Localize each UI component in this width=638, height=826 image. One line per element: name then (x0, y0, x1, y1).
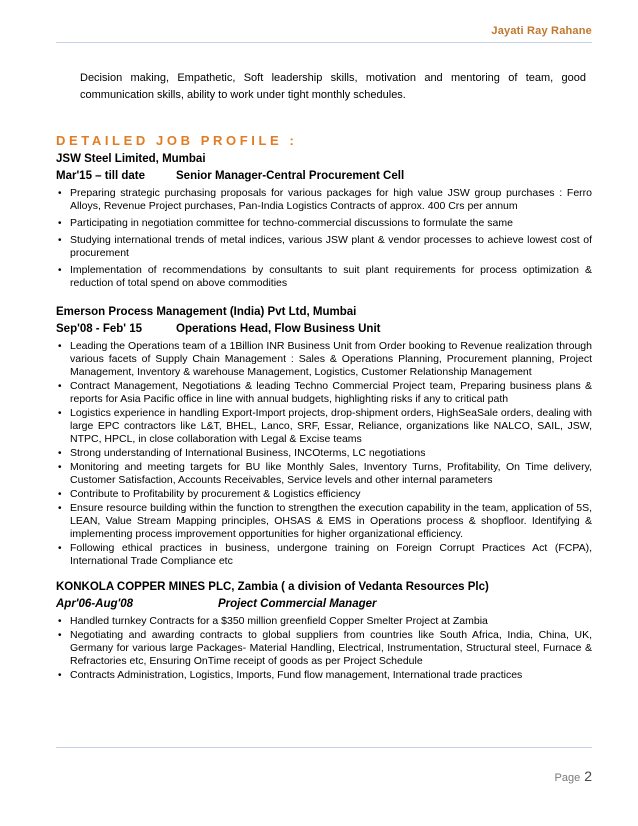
list-item: • Handled turnkey Contracts for a $350 million greenfield Copper Smelter Project at Zambia (56, 615, 592, 628)
company-name: KONKOLA COPPER MINES PLC, Zambia ( a division of Vedanta Resources Plc) (56, 581, 489, 593)
job-role: Senior Manager-Central Procurement Cell (176, 170, 405, 182)
job-role: Project Commercial Manager (218, 598, 377, 610)
company-name: JSW Steel Limited, Mumbai (56, 153, 206, 165)
list-item: • Preparing strategic purchasing proposals for various packages for high value JSW group purchases : Ferro Alloys, Revenue Project purchases, Pan-India Logistics Contracts of approx. 400 Crs per annum (56, 187, 592, 213)
job-profile (56, 151, 592, 683)
company-name: Emerson Process Management (India) Pvt Ltd, Mumbai (56, 306, 357, 318)
header-divider (56, 42, 592, 43)
page-label: Page (554, 772, 581, 784)
bullet-list (56, 187, 592, 290)
page-footer (555, 768, 593, 784)
list-item: • Contribute to Profitability by procurement & Logistics efficiency (56, 488, 592, 501)
job-period: Mar'15 – till date (56, 170, 146, 182)
intro-paragraph: Decision making, Empathetic, Soft leadership skills, motivation and mentoring of team, good communication skills, ability to work under tight monthly schedules. (80, 72, 586, 101)
job-period: Sep'08 - Feb' 15 (56, 323, 143, 335)
list-item: • Leading the Operations team of a 1Billion INR Business Unit from Order booking to Revenue realization through various facets of Supply Chain Management : Sales & Operations Planning, Procurement planning, Project Management, Inventory & warehouse Management, Logistics, Customer Relationship Management (56, 340, 592, 379)
job-role: Operations Head, Flow Business Unit (176, 323, 381, 335)
list-item: • Ensure resource building within the function to strengthen the execution capability in the team, application of 5S, LEAN, Value Stream Mapping principles, OHSAS & EMS in Operations process & shopfloor. Identifying & implementing process improvement opportunities for higher organizational efficiency. (56, 502, 592, 541)
list-item: • Negotiating and awarding contracts to global suppliers from countries like South Africa, India, China, UK, Germany for various large Packages- Material Handling, Electrical, Instrumentation, Structural steel, Furnace & Refractories etc, Ensuring OnTime receipt of goods as per Project Schedule (56, 629, 592, 668)
list-item: • Following ethical practices in business, undergone training on Foreign Corrupt Practices Act (FCPA), International Trade Compliance etc (56, 542, 592, 568)
list-item: • Contracts Administration, Logistics, Imports, Fund flow management, International trade practices (56, 669, 592, 682)
footer-divider (56, 747, 592, 748)
list-item: • Implementation of recommendations by consultants to suit plant requirements for process optimization & reduction of total spend on above commodities (56, 264, 592, 290)
list-item: • Contract Management, Negotiations & leading Techno Commercial Project team, Preparing business plans & reports for Asia Pacific office in line with annual budgets, highlighting risks if any to critical path (56, 380, 592, 406)
bullet-list (56, 340, 592, 568)
section-title: DETAILED JOB PROFILE : (56, 133, 298, 148)
job-period: Apr'06-Aug'08 (56, 598, 134, 610)
list-item: • Participating in negotiation committee for techno-commercial discussions to formulate the same (56, 217, 592, 230)
role-line (56, 596, 592, 613)
role-line (56, 321, 592, 338)
job-emerson (56, 304, 592, 568)
role-line (56, 168, 592, 185)
list-item: • Monitoring and meeting targets for BU like Monthly Sales, Inventory Turns, Profitability, On Time delivery, Customer Satisfaction, Accounts Receivables, Service levels and other internal parameters (56, 461, 592, 487)
page-number: 2 (584, 768, 592, 784)
list-item: • Logistics experience in handling Export-Import projects, drop-shipment orders, HighSeaSale orders, dealing with large EPC contractors like L&T, BHEL, Lanco, SRF, Essar, Reliance, organizations like NALCO, SAIL, JSW, NTPC, HPCL, in close collaboration with Legal & Excise teams (56, 407, 592, 446)
list-item: • Strong understanding of International Business, INCOterms, LC negotiations (56, 447, 592, 460)
header-name: Jayati Ray Rahane (491, 25, 592, 37)
list-item: • Studying international trends of metal indices, various JSW plant & vendor processes to achieve lowest cost of procurement (56, 234, 592, 260)
job-kcm (56, 579, 592, 682)
job-jsw (56, 151, 592, 290)
bullet-list (56, 615, 592, 682)
